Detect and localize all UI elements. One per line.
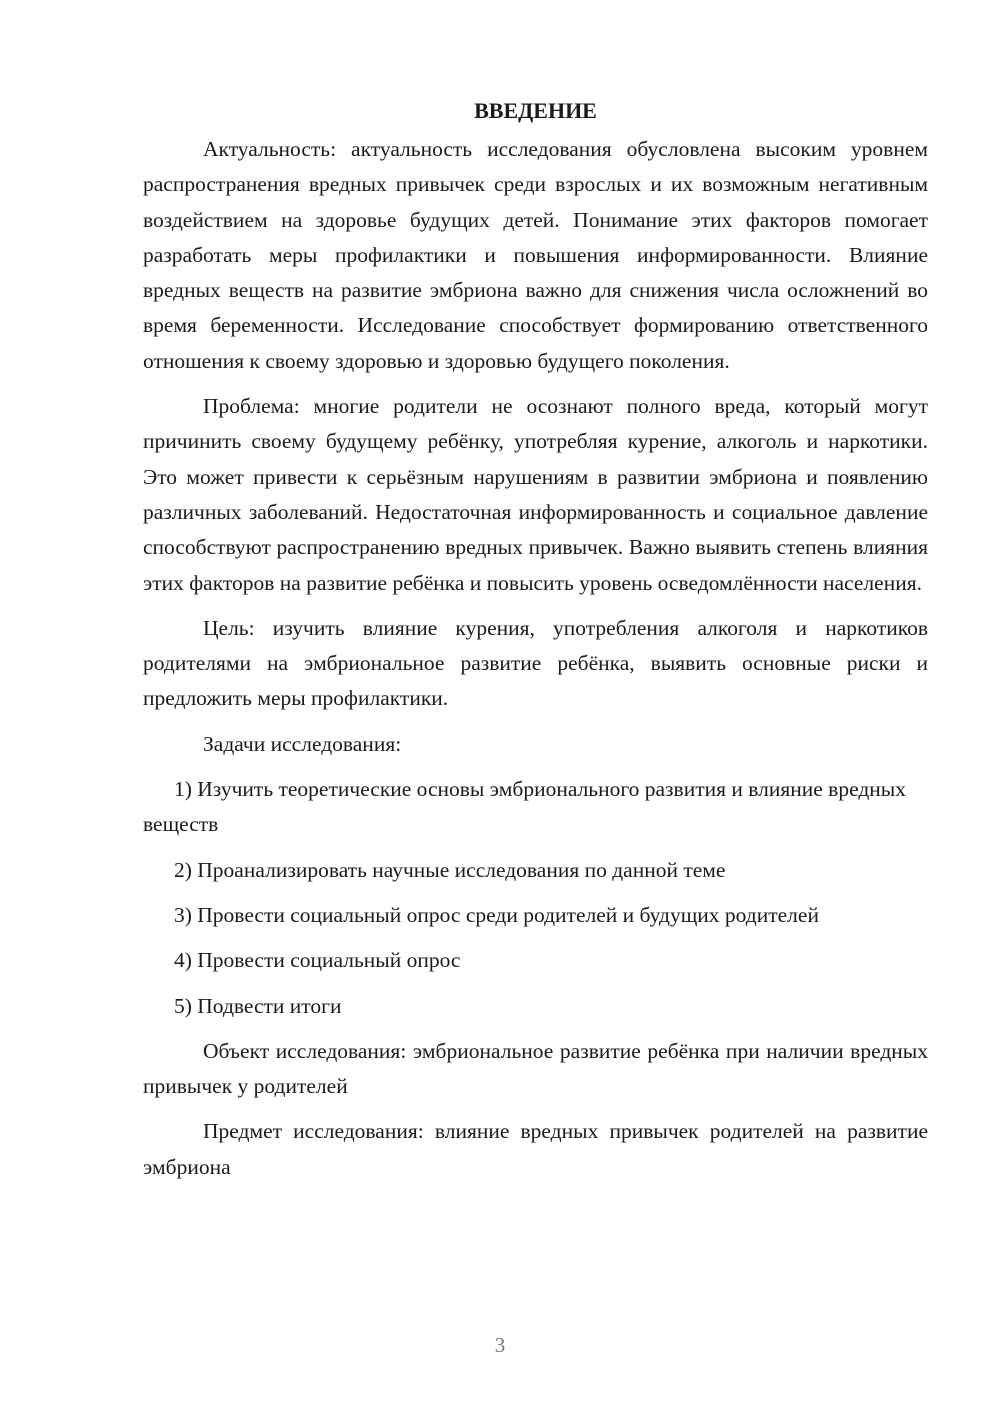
tasks-list	[143, 772, 928, 1024]
task-item: 1) Изучить теоретические основы эмбрионального развития и влияние вредных веществ	[143, 777, 906, 837]
task-item: 5) Подвести итоги	[174, 993, 342, 1018]
task-item: 3) Провести социальный опрос среди родителей и будущих родителей	[174, 902, 819, 927]
page-number: 3	[494, 1333, 506, 1357]
problem-paragraph: Проблема: многие родители не осознают полного вреда, который могут причинить своему будущему ребёнку, употребляя курение, алкоголь и наркотики. Это может привести к серьёзным нарушениям в развитии эмбриона и появлению различных заболеваний. Недостаточная информированность и социальное давление способствуют распространению вредных привычек. Важно выявить степень влияния этих факторов на развитие ребёнка и повысить уровень осведомлённости населения.	[143, 394, 928, 595]
object-paragraph: Объект исследования: эмбриональное развитие ребёнка при наличии вредных привычек у родителей	[143, 1038, 928, 1099]
task-item: 2) Проанализировать научные исследования по данной теме	[174, 857, 726, 882]
task-item: 4) Провести социальный опрос	[174, 948, 461, 973]
tasks-heading: Задачи исследования:	[203, 731, 402, 756]
goal-paragraph: Цель: изучить влияние курения, употребления алкоголя и наркотиков родителями на эмбриональное развитие ребёнка, выявить основные риски и предложить меры профилактики.	[143, 615, 928, 711]
document-page	[143, 96, 928, 1195]
subject-paragraph: Предмет исследования: влияние вредных привычек родителей на развитие эмбриона	[143, 1119, 928, 1179]
relevance-paragraph: Актуальность: актуальность исследования обусловлена высоким уровнем распространения вредных привычек среди взрослых и их возможным негативным воздействием на здоровье будущих детей. Понимание этих факторов помогает разработать меры профилактики и повышения информированности. Влияние вредных веществ на развитие эмбриона важно для снижения числа осложнений во время беременности. Исследование способствует формированию ответственного отношения к своему здоровью и здоровью будущего поколения.	[143, 137, 928, 373]
section-title: ВВЕДЕНИЕ	[474, 98, 597, 123]
